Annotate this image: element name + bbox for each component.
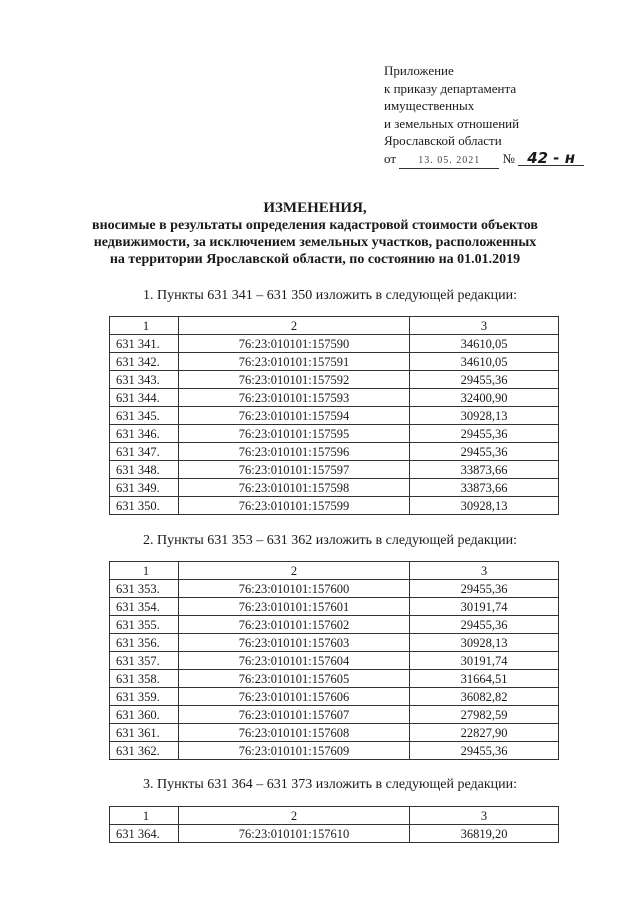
cadastral-number-cell: 76:23:010101:157606 [179,688,410,706]
table-row [110,742,559,760]
table-row [110,461,559,479]
title-main: ИЗМЕНЕНИЯ, [263,200,367,216]
table-row [110,425,559,443]
column-header: 3 [410,807,559,825]
item-number-cell: 631 359. [110,688,179,706]
cadastral-number-cell: 76:23:010101:157605 [179,670,410,688]
section-heading: 3. Пункты 631 364 – 631 373 изложить в следующей редакции: [142,777,517,792]
order-date: 13. 05. 2021 [399,154,499,169]
item-number-cell: 631 362. [110,742,179,760]
table-row [110,479,559,497]
cadastral-value-cell: 34610,05 [410,335,559,353]
cadastral-number-cell: 76:23:010101:157597 [179,461,410,479]
cadastral-value-cell: 33873,66 [410,479,559,497]
number-sign: № [502,150,515,166]
cadastral-number-cell: 76:23:010101:157599 [179,497,410,515]
item-number-cell: 631 345. [110,407,179,425]
cadastral-number-cell: 76:23:010101:157608 [179,724,410,742]
values-table [109,316,559,515]
appendix-line: и земельных отношений [384,115,520,131]
cadastral-number-cell: 76:23:010101:157594 [179,407,410,425]
table-row [110,670,559,688]
cadastral-number-cell: 76:23:010101:157590 [179,335,410,353]
cadastral-value-cell: 31664,51 [410,670,559,688]
cadastral-number-cell: 76:23:010101:157600 [179,580,410,598]
table-row [110,335,559,353]
column-header: 2 [179,317,410,335]
table-header-row [110,562,559,580]
cadastral-value-cell: 29455,36 [410,580,559,598]
table-header-row [110,807,559,825]
cadastral-value-cell: 27982,59 [410,706,559,724]
cadastral-number-cell: 76:23:010101:157593 [179,389,410,407]
item-number-cell: 631 356. [110,634,179,652]
table-row [110,688,559,706]
cadastral-number-cell: 76:23:010101:157592 [179,371,410,389]
cadastral-number-cell: 76:23:010101:157596 [179,443,410,461]
cadastral-number-cell: 76:23:010101:157609 [179,742,410,760]
cadastral-number-cell: 76:23:010101:157604 [179,652,410,670]
item-number-cell: 631 346. [110,425,179,443]
table-row [110,598,559,616]
cadastral-number-cell: 76:23:010101:157607 [179,706,410,724]
order-number: 42 - н [518,151,584,166]
title-line: недвижимости, за исключением земельных участков, расположенных [93,235,537,250]
cadastral-value-cell: 29455,36 [410,371,559,389]
table-row [110,497,559,515]
section-heading: 2. Пункты 631 353 – 631 362 изложить в следующей редакции: [142,533,517,548]
table-row [110,353,559,371]
cadastral-value-cell: 36082,82 [410,688,559,706]
cadastral-value-cell: 36819,20 [410,825,559,843]
item-number-cell: 631 364. [110,825,179,843]
table-row [110,634,559,652]
cadastral-number-cell: 76:23:010101:157598 [179,479,410,497]
table-row [110,724,559,742]
table-row [110,580,559,598]
table-row [110,652,559,670]
item-number-cell: 631 357. [110,652,179,670]
cadastral-value-cell: 30191,74 [410,598,559,616]
item-number-cell: 631 348. [110,461,179,479]
column-header: 3 [410,562,559,580]
item-number-cell: 631 341. [110,335,179,353]
values-table [109,806,559,843]
appendix-line: к приказу департамента [384,80,517,96]
order-date-row [384,150,604,168]
values-table [109,561,559,760]
table-row [110,407,559,425]
title-line: вносимые в результаты определения кадастровой стоимости объектов [92,218,538,233]
cadastral-number-cell: 76:23:010101:157595 [179,425,410,443]
item-number-cell: 631 361. [110,724,179,742]
table-row [110,825,559,843]
title-line: на территории Ярославской области, по состоянию на 01.01.2019 [109,252,521,267]
cadastral-value-cell: 30928,13 [410,634,559,652]
table-row [110,616,559,634]
cadastral-value-cell: 29455,36 [410,616,559,634]
table-row [110,443,559,461]
appendix-line: Приложение [384,63,454,78]
cadastral-number-cell: 76:23:010101:157601 [179,598,410,616]
item-number-cell: 631 353. [110,580,179,598]
cadastral-number-cell: 76:23:010101:157603 [179,634,410,652]
appendix-block [384,62,604,168]
table-row [110,389,559,407]
cadastral-value-cell: 29455,36 [410,425,559,443]
cadastral-number-cell: 76:23:010101:157591 [179,353,410,371]
column-header: 2 [179,807,410,825]
column-header: 1 [110,807,179,825]
item-number-cell: 631 354. [110,598,179,616]
table-row [110,371,559,389]
item-number-cell: 631 343. [110,371,179,389]
column-header: 1 [110,562,179,580]
item-number-cell: 631 358. [110,670,179,688]
date-prefix: от [384,150,397,166]
appendix-line: имущественных [384,98,475,113]
cadastral-value-cell: 29455,36 [410,742,559,760]
column-header: 1 [110,317,179,335]
item-number-cell: 631 342. [110,353,179,371]
item-number-cell: 631 347. [110,443,179,461]
item-number-cell: 631 350. [110,497,179,515]
section-heading: 1. Пункты 631 341 – 631 350 изложить в следующей редакции: [142,288,517,303]
item-number-cell: 631 349. [110,479,179,497]
cadastral-value-cell: 30928,13 [410,497,559,515]
column-header: 3 [410,317,559,335]
cadastral-value-cell: 30191,74 [410,652,559,670]
cadastral-value-cell: 33873,66 [410,461,559,479]
cadastral-number-cell: 76:23:010101:157602 [179,616,410,634]
column-header: 2 [179,562,410,580]
item-number-cell: 631 344. [110,389,179,407]
cadastral-value-cell: 29455,36 [410,443,559,461]
table-row [110,706,559,724]
cadastral-value-cell: 22827,90 [410,724,559,742]
item-number-cell: 631 355. [110,616,179,634]
cadastral-value-cell: 32400,90 [410,389,559,407]
item-number-cell: 631 360. [110,706,179,724]
table-header-row [110,317,559,335]
cadastral-value-cell: 30928,13 [410,407,559,425]
document-title [80,200,550,268]
cadastral-number-cell: 76:23:010101:157610 [179,825,410,843]
appendix-line: Ярославской области [384,133,502,148]
cadastral-value-cell: 34610,05 [410,353,559,371]
